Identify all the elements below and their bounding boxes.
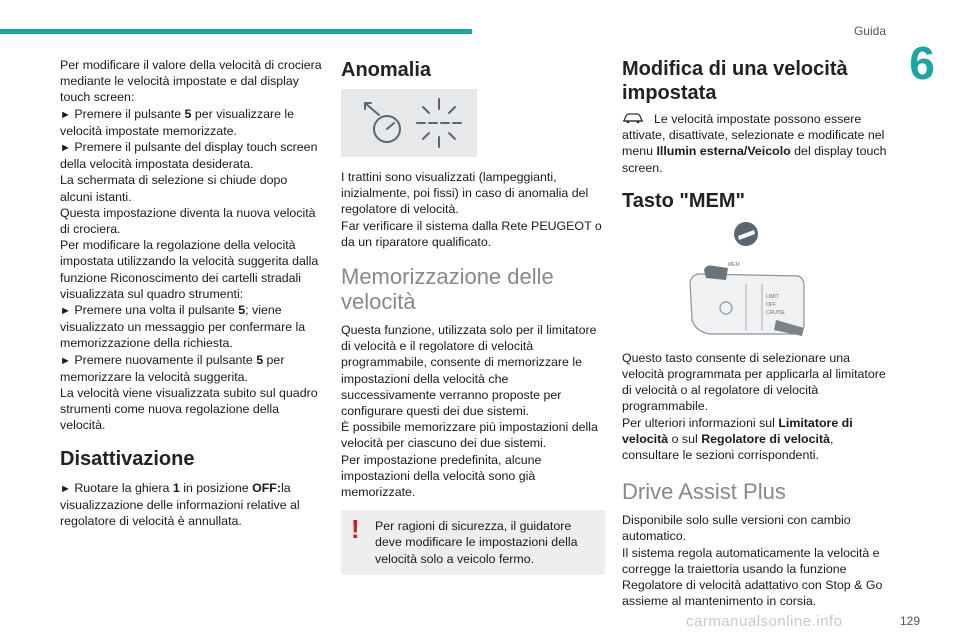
bullet: ► Premere il pulsante 5 per visualizzare le velocità impostate memorizzate. (60, 106, 295, 138)
stalk-label-cruise: CRUISE (766, 309, 785, 316)
car-icon (622, 111, 646, 127)
watermark: carmanualsonline.info (686, 613, 843, 630)
paragraph: Questo tasto consente di selezionare una velocità programmata per applicarla al limitatore di velocità o al regolatore di velocità programmabile. (622, 350, 886, 414)
warning-box (341, 510, 605, 575)
heading-anomalia: Anomalia (341, 59, 432, 81)
paragraph: La velocità viene visualizzata subito sul quadro strumenti come nuova regolazione della velocità. (60, 386, 318, 433)
mem-stalk-illustration (666, 220, 826, 340)
paragraph: È possibile memorizzare più impostazioni della velocità per ciascuno dei due sistemi. (341, 420, 598, 451)
stalk-label-off: OFF (766, 301, 776, 308)
paragraph: Il sistema regola automaticamente la velocità e corregge la traiettoria usando la funzione Regolatore di velocità adattativo con Stop & Go assieme al mantenimento in corsia. (622, 545, 883, 609)
column-2 (341, 57, 605, 575)
paragraph: Far verificare il sistema dalla Rete PEUGEOT o da un riparatore qualificato. (341, 218, 602, 249)
warning-text: Per ragioni di sicurezza, il guidatore deve modificare le impostazioni della velocità solo a veicolo fermo. (375, 519, 578, 566)
bullet: ► Ruotare la ghiera 1 in posizione OFF:la visualizzazione delle informazioni relative al regolatore di velocità è annullata. (60, 480, 300, 529)
stalk-label-limit: LIMIT (766, 293, 779, 300)
column-3 (622, 57, 890, 609)
column-1 (60, 57, 322, 529)
steering-stalk-icon (666, 220, 826, 340)
paragraph: Per impostazione predefinita, alcune impostazioni della velocità sono già memorizzate. (341, 452, 542, 500)
stalk-label-mem: MEM (728, 261, 740, 268)
paragraph: La schermata di selezione si chiude dopo alcuni istanti. (60, 173, 288, 204)
speedometer-fault-icon (341, 89, 477, 157)
heading-mem: Tasto "MEM" (622, 189, 746, 212)
paragraph: Disponibile solo sulle versioni con cambio automatico. (622, 513, 851, 544)
heading-memorizzazione: Memorizzazione delle velocità (341, 264, 554, 315)
paragraph: Questa impostazione diventa la nuova velocità di crociera. (60, 205, 316, 237)
bullet: ► Premere nuovamente il pulsante 5 per memorizzare la velocità suggerita. (60, 352, 285, 384)
paragraph: Per ulteriori informazioni sul Limitatore di velocità o sul Regolatore di velocità, consultare le sezioni corrispondenti. (622, 415, 853, 463)
heading-drive-assist: Drive Assist Plus (622, 479, 786, 505)
paragraph: Per modificare il valore della velocità di crociera mediante le velocità impostate e dal display touch screen: (60, 58, 322, 105)
heading-disattivazione: Disattivazione (60, 447, 195, 470)
section-label: Guida (853, 24, 886, 38)
page-number: 129 (900, 614, 921, 628)
paragraph: I trattini sono visualizzati (lampeggianti, inizialmente, poi fissi) in caso di anomalia del regolatore di velocità. (341, 170, 589, 217)
paragraph-modifica: Le velocità impostate possono essere attivate, disattivate, selezionate e modificate nel menu Illumin esterna/Veicolo del display touch screen. (622, 112, 887, 175)
heading-modifica: Modifica di una velocità impostata (622, 58, 848, 104)
exclamation-icon: ! (351, 514, 360, 545)
paragraph: Questa funzione, utilizzata solo per il limitatore di velocità e il regolatore di velocità programmabile, consente di memorizzare le impostazioni della velocità che successivamente verranno proposte per configurare questi dei due sistemi. (341, 323, 597, 419)
header-accent-bar (0, 29, 472, 34)
speedometer-fault-icon (341, 89, 477, 157)
bullet: ► Premere il pulsante del display touch screen della velocità impostata desiderata. (60, 140, 318, 172)
bullet: ► Premere una volta il pulsante 5; viene visualizzato un messaggio per confermare la memorizzazione della richiesta. (60, 303, 306, 351)
paragraph: Per modificare la regolazione della velocità impostata utilizzando la velocità suggerita dalla funzione Riconoscimento dei cartelli stradali visualizzata sul quadro strumenti: (60, 238, 319, 301)
chapter-number: 6 (909, 37, 935, 89)
